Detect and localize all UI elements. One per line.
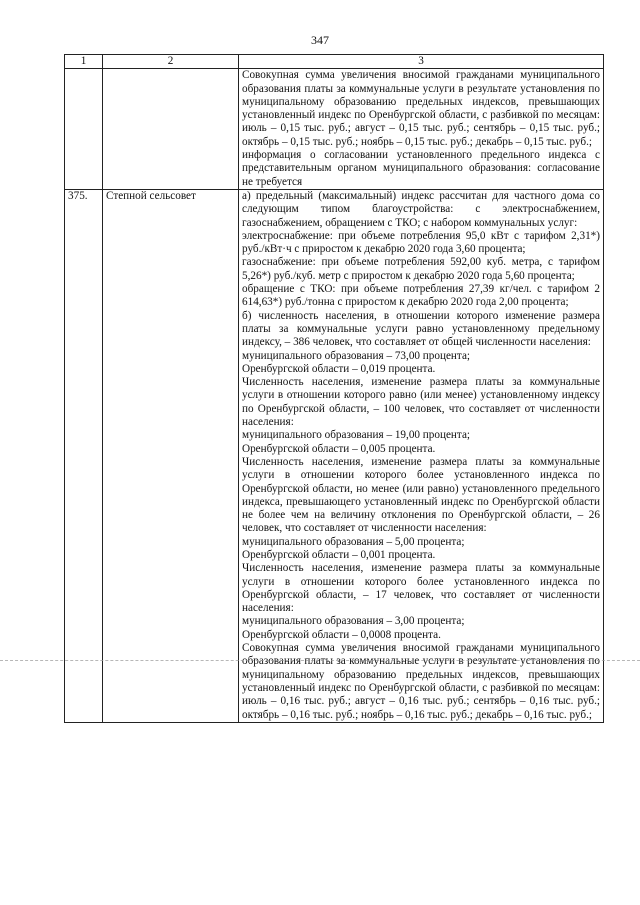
paragraph: Оренбургской области – 0,005 процента. [242, 442, 436, 455]
paragraph: газоснабжение: при объеме потребления 592,00 куб. метра, с тарифом 5,26*) руб./куб. метр с приростом к декабрю 2020 года 5,60 процента; [242, 256, 600, 282]
paragraph: Численность населения, изменение размера платы за коммунальные услуги в отношении которого равно (или менее) установленному индексу по Оренбургской области, – 100 человек, что составляет от численности населения: [242, 376, 600, 429]
paragraph: Оренбургской области – 0,001 процента. [242, 548, 436, 561]
table-header-row [65, 55, 604, 69]
header-cell-2: 2 [103, 55, 239, 69]
row-number [65, 69, 103, 190]
paragraph: Численность населения, изменение размера платы за коммунальные услуги в отношении которого более установленного индекса по Оренбургской области, – 17 человек, что составляет от численности населения: [242, 562, 600, 615]
paragraph: Численность населения, изменение размера платы за коммунальные услуги в отношении которого более установленного индекса по Оренбургской области, но менее (или равно) установленного предельного индекса, превышающего установленный индекс по Оренбургской области не более чем на величину отклонения по Оренбургской области, – 26 человек, что составляет от численности населения: [242, 455, 600, 535]
row-content [239, 69, 604, 190]
paragraph: обращение с ТКО: при объеме потребления 27,39 кг/чел. с тарифом 2 614,63*) руб./тонна с приростом к декабрю 2020 года 2,00 процента; [242, 283, 600, 309]
row-number: 375. [65, 189, 103, 722]
paragraph: а) предельный (максимальный) индекс рассчитан для частного дома со следующим типом благоустройства: с электроснабжением, газоснабжением, обращением с ТКО; с набором коммунальных услуг: [242, 189, 600, 229]
paragraph: информация о согласовании установленного предельного индекса с представительным органом муниципального образования: согласование не требуется [242, 149, 600, 188]
paragraph: муниципального образования – 5,00 процента; [242, 535, 465, 548]
header-cell-3: 3 [239, 55, 604, 69]
paragraph: Совокупная сумма увеличения вносимой гражданами муниципального образования платы за коммунальные услуги в результате установления по муниципальному образованию предельных индексов, превышающих установленный индекс по Оренбургской области, с разбивкой по месяцам: июль – 0,15 тыс. руб.; август – 0,15 тыс. руб.; сентябрь – 0,15 тыс. руб.; октябрь – 0,15 тыс. руб.; ноябрь – 0,15 тыс. руб.; декабрь – 0,15 тыс. руб.; [242, 69, 600, 148]
row-municipality: Степной сельсовет [103, 189, 239, 722]
table-row-375 [65, 189, 604, 722]
document-table [64, 54, 604, 723]
paragraph: муниципального образования – 73,00 процента; [242, 349, 471, 362]
row-municipality [103, 69, 239, 190]
paragraph: Оренбургской области – 0,0008 процента. [242, 628, 441, 641]
paragraph: муниципального образования – 3,00 процента; [242, 615, 465, 628]
paragraph: электроснабжение: при объеме потребления 95,0 кВт с тарифом 2,31*) руб./кВт·ч с приростом к декабрю 2020 года 3,60 процента; [242, 229, 600, 256]
table-row-continuation [65, 69, 604, 190]
paragraph: Совокупная сумма увеличения вносимой гражданами муниципального образования платы за коммунальные услуги в результате установления по муниципальному образованию предельных индексов, превышающих установленный индекс по Оренбургской области, с разбивкой по месяцам: июль – 0,16 тыс. руб.; август – 0,16 тыс. руб.; сентябрь – 0,16 тыс. руб.; октябрь – 0,16 тыс. руб.; ноябрь – 0,16 тыс. руб.; декабрь – 0,16 тыс. руб.; [242, 642, 600, 721]
scan-artifact-line [0, 660, 640, 661]
paragraph: б) численность населения, в отношении которого изменение размера платы за коммунальные услуги равно установленному предельному индексу, – 386 человек, что составляет от общей численности населения: [242, 309, 600, 349]
row-content [239, 189, 604, 722]
paragraph: Оренбургской области – 0,019 процента. [242, 362, 436, 375]
page-number: 347 [311, 33, 329, 47]
paragraph: муниципального образования – 19,00 процента; [242, 429, 471, 442]
header-cell-1: 1 [65, 55, 103, 69]
